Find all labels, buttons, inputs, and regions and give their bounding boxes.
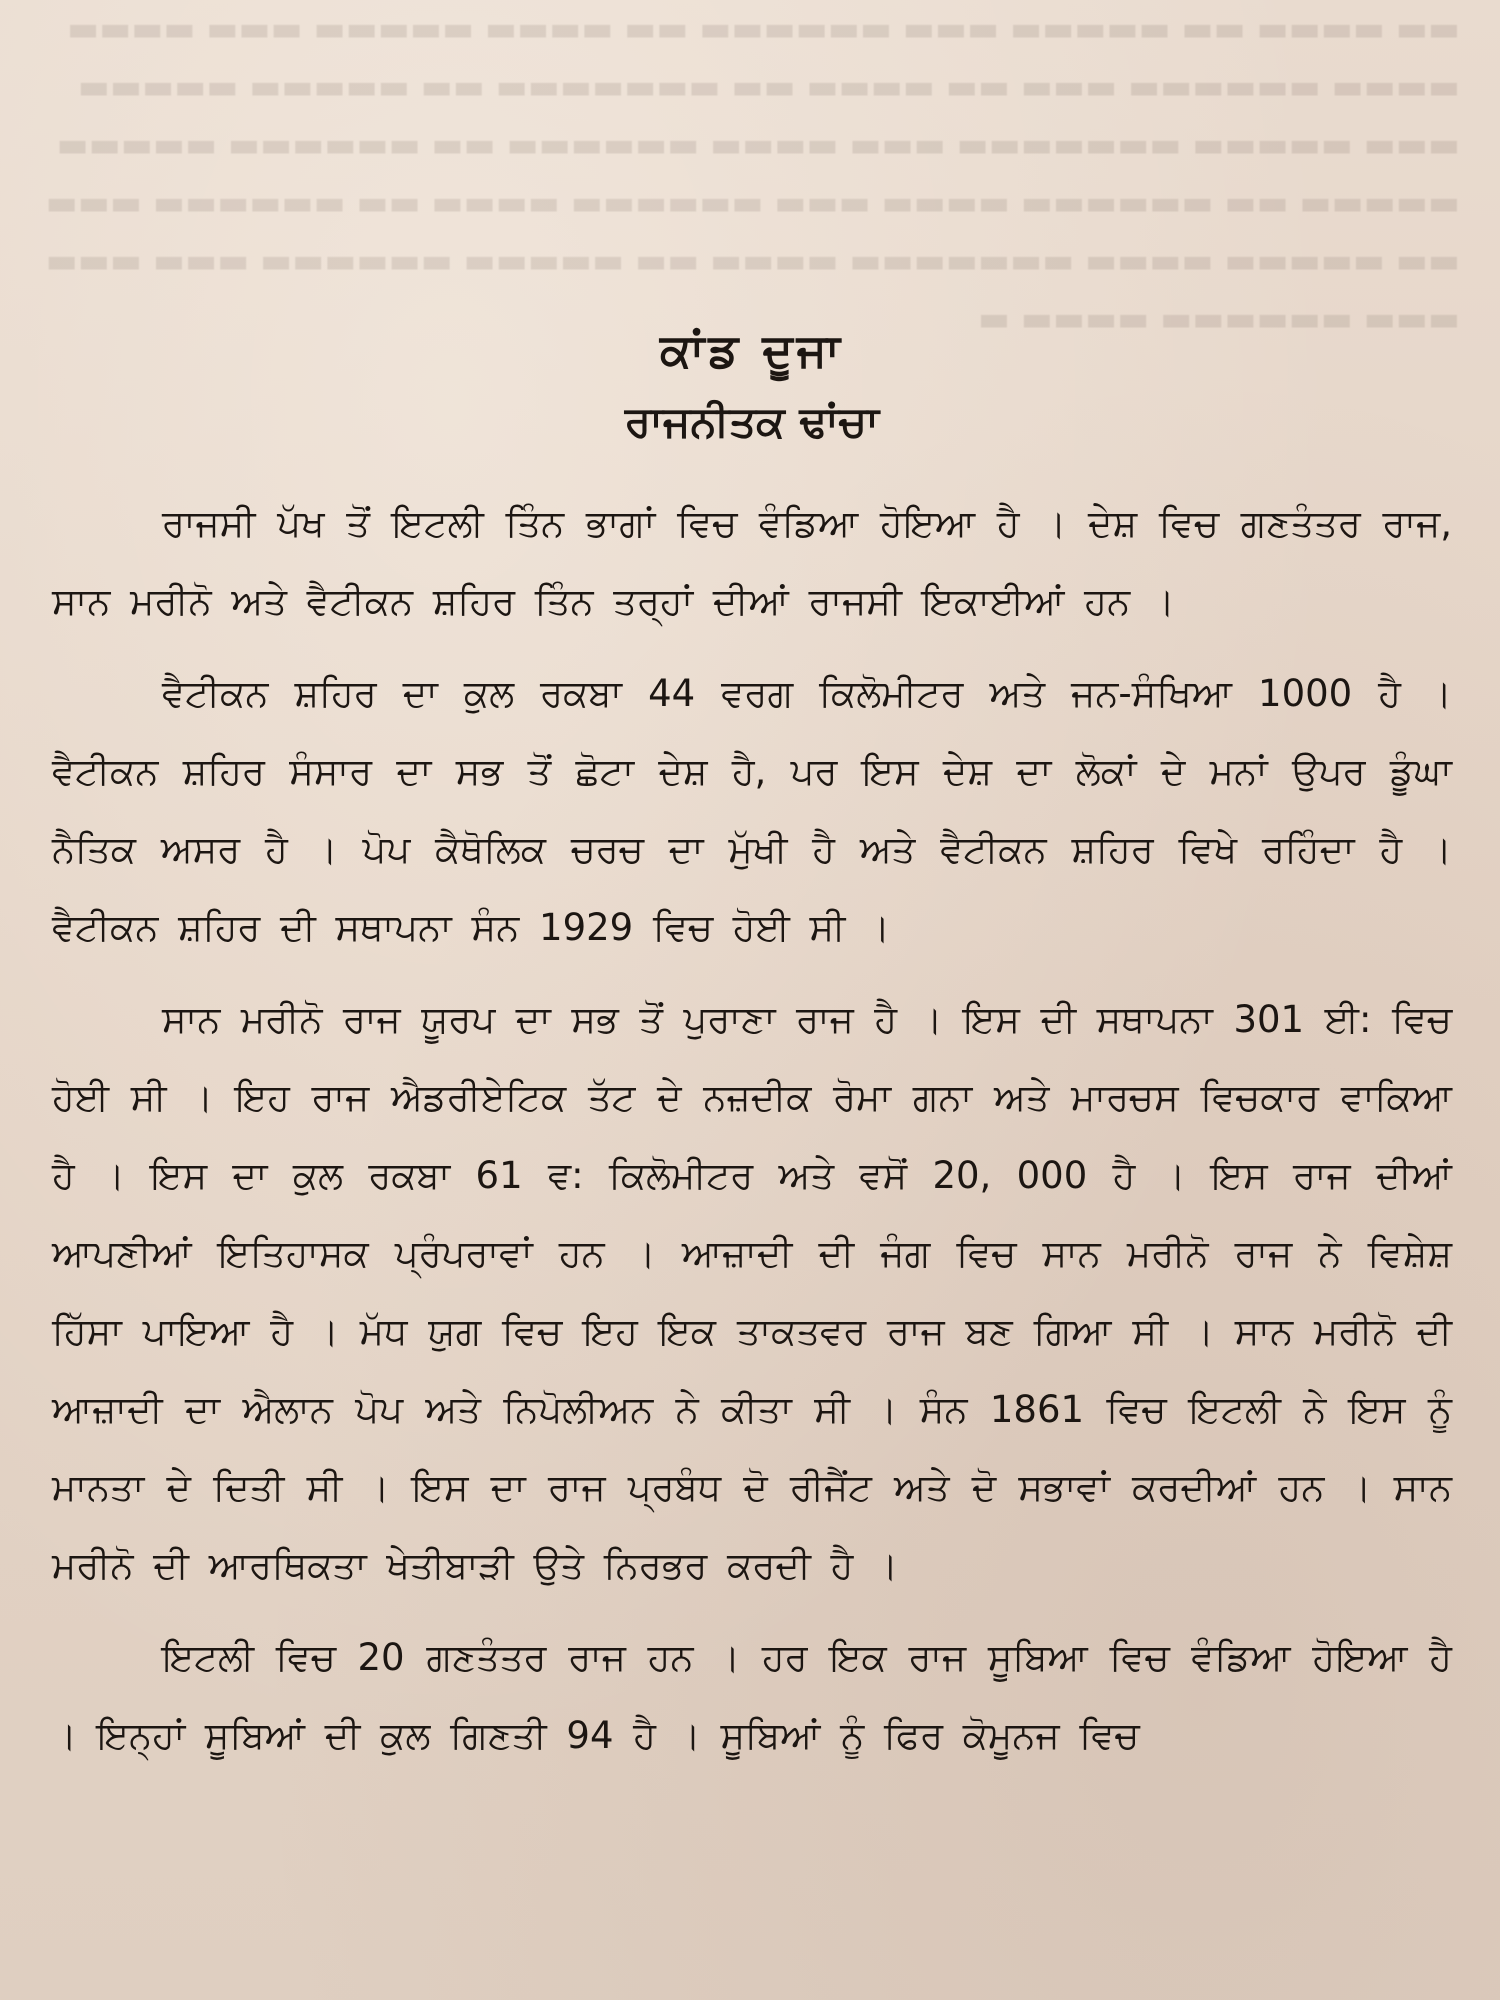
page-content xyxy=(52,315,1452,1789)
paragraph-italy-states: ਇਟਲੀ ਵਿਚ 20 ਗਣਤੰਤਰ ਰਾਜ ਹਨ । ਹਰ ਇਕ ਰਾਜ ਸੂਬਿਆ ਵਿਚ ਵੰਡਿਆ ਹੋਇਆ ਹੈ । ਇਨ੍ਹਾਂ ਸੂਬਿਆਂ ਦੀ ਕੁਲ ਗਿਣਤੀ 94 ਹੈ । ਸੂਬਿਆਂ ਨੂੰ ਫਿਰ ਕੋਮੂਨਜ ਵਿਚ xyxy=(52,1636,1452,1757)
chapter-title: ਕਾਂਡ ਦੂਜਾ xyxy=(660,323,844,377)
paragraph-san-marino: ਸਾਨ ਮਰੀਨੋ ਰਾਜ ਯੂਰਪ ਦਾ ਸਭ ਤੋਂ ਪੁਰਾਣਾ ਰਾਜ ਹੈ । ਇਸ ਦੀ ਸਥਾਪਨਾ 301 ਈ: ਵਿਚ ਹੋਈ ਸੀ । ਇਹ ਰਾਜ ਐਡਰੀਏਟਿਕ ਤੱਟ ਦੇ ਨਜ਼ਦੀਕ ਰੋਮਾ ਗਨਾ ਅਤੇ ਮਾਰਚਸ ਵਿਚਕਾਰ ਵਾਕਿਆ ਹੈ । ਇਸ ਦਾ ਕੁਲ ਰਕਬਾ 61 ਵ: ਕਿਲੋਮੀਟਰ ਅਤੇ ਵਸੋਂ 20, 000 ਹੈ । ਇਸ ਰਾਜ ਦੀਆਂ ਆਪਣੀਆਂ ਇਤਿਹਾਸਕ ਪ੍ਰੰਪਰਾਵਾਂ ਹਨ । ਆਜ਼ਾਦੀ ਦੀ ਜੰਗ ਵਿਚ ਸਾਨ ਮਰੀਨੋ ਰਾਜ ਨੇ ਵਿਸ਼ੇਸ਼ ਹਿੱਸਾ ਪਾਇਆ ਹੈ । ਮੱਧ ਯੁਗ ਵਿਚ ਇਹ ਇਕ ਤਾਕਤਵਰ ਰਾਜ ਬਣ ਗਿਆ ਸੀ । ਸਾਨ ਮਰੀਨੋ ਦੀ ਆਜ਼ਾਦੀ ਦਾ ਐਲਾਨ ਪੋਪ ਅਤੇ ਨਿਪੋਲੀਅਨ ਨੇ ਕੀਤਾ ਸੀ । ਸੰਨ 1861 ਵਿਚ ਇਟਲੀ ਨੇ ਇਸ ਨੂੰ ਮਾਨਤਾ ਦੇ ਦਿਤੀ ਸੀ । ਇਸ ਦਾ ਰਾਜ ਪ੍ਰਬੰਧ ਦੋ ਰੀਜੈਂਟ ਅਤੇ ਦੋ ਸਭਾਵਾਂ ਕਰਦੀਆਂ ਹਨ । ਸਾਨ ਮਰੀਨੋ ਦੀ ਆਰਥਿਕਤਾ ਖੇਤੀਬਾੜੀ ਉਤੇ ਨਿਰਭਰ ਕਰਦੀ ਹੈ । xyxy=(52,998,1452,1587)
paragraph-intro: ਰਾਜਸੀ ਪੱਖ ਤੋਂ ਇਟਲੀ ਤਿੰਨ ਭਾਗਾਂ ਵਿਚ ਵੰਡਿਆ ਹੋਇਆ ਹੈ । ਦੇਸ਼ ਵਿਚ ਗਣਤੰਤਰ ਰਾਜ, ਸਾਨ ਮਰੀਨੋ ਅਤੇ ਵੈਟੀਕਨ ਸ਼ਹਿਰ ਤਿੰਨ ਤਰ੍ਹਾਂ ਦੀਆਂ ਰਾਜਸੀ ਇਕਾਈਆਂ ਹਨ । xyxy=(52,502,1452,623)
show-through-text: ▬▬ ▬▬▬▬ ▬▬ ▬▬▬▬▬ ▬▬▬ ▬▬▬▬▬▬ ▬▬ ▬▬▬▬ ▬▬▬▬▬ ▬▬▬ ▬▬▬▬ ▬▬▬▬ ▬▬▬▬▬▬ ▬▬▬ ▬▬ ▬▬▬▬ ▬▬ ▬▬▬▬▬▬▬ ▬▬ ▬▬▬▬▬ ▬▬▬▬▬ ▬▬▬ ▬▬▬▬▬ ▬▬▬▬▬▬▬ ▬▬▬ ▬▬▬▬ ▬▬▬▬▬▬ ▬▬ ▬▬▬▬▬▬ ▬▬▬▬▬ ▬▬▬▬▬ ▬▬ ▬▬▬▬▬▬ ▬▬▬▬ ▬▬▬ ▬▬▬▬▬▬ ▬▬▬▬ ▬▬ ▬▬▬▬▬▬ ▬▬▬ ▬▬ ▬▬▬▬▬ ▬▬▬▬ ▬▬▬▬▬▬▬ ▬▬▬▬ ▬▬ ▬▬▬▬▬ ▬▬▬▬▬▬ ▬▬▬ ▬▬▬ ▬▬▬ ▬▬▬▬▬▬ ▬▬▬▬ ▬ xyxy=(45,9,1460,339)
section-title: ਰਾਜਨੀਤਕ ਢਾਂਚਾ xyxy=(624,397,880,446)
paragraph-vatican: ਵੈਟੀਕਨ ਸ਼ਹਿਰ ਦਾ ਕੁਲ ਰਕਬਾ 44 ਵਰਗ ਕਿਲੋਮੀਟਰ ਅਤੇ ਜਨ-ਸੰਖਿਆ 1000 ਹੈ । ਵੈਟੀਕਨ ਸ਼ਹਿਰ ਸੰਸਾਰ ਦਾ ਸਭ ਤੋਂ ਛੋਟਾ ਦੇਸ਼ ਹੈ, ਪਰ ਇਸ ਦੇਸ਼ ਦਾ ਲੋਕਾਂ ਦੇ ਮਨਾਂ ਉਪਰ ਡੂੰਘਾ ਨੈਤਿਕ ਅਸਰ ਹੈ । ਪੋਪ ਕੈਥੋਲਿਕ ਚਰਚ ਦਾ ਮੁੱਖੀ ਹੈ ਅਤੇ ਵੈਟੀਕਨ ਸ਼ਹਿਰ ਵਿਖੇ ਰਹਿੰਦਾ ਹੈ । ਵੈਟੀਕਨ ਸ਼ਹਿਰ ਦੀ ਸਥਾਪਨਾ ਸੰਨ 1929 ਵਿਚ ਹੋਈ ਸੀ । xyxy=(52,672,1452,949)
